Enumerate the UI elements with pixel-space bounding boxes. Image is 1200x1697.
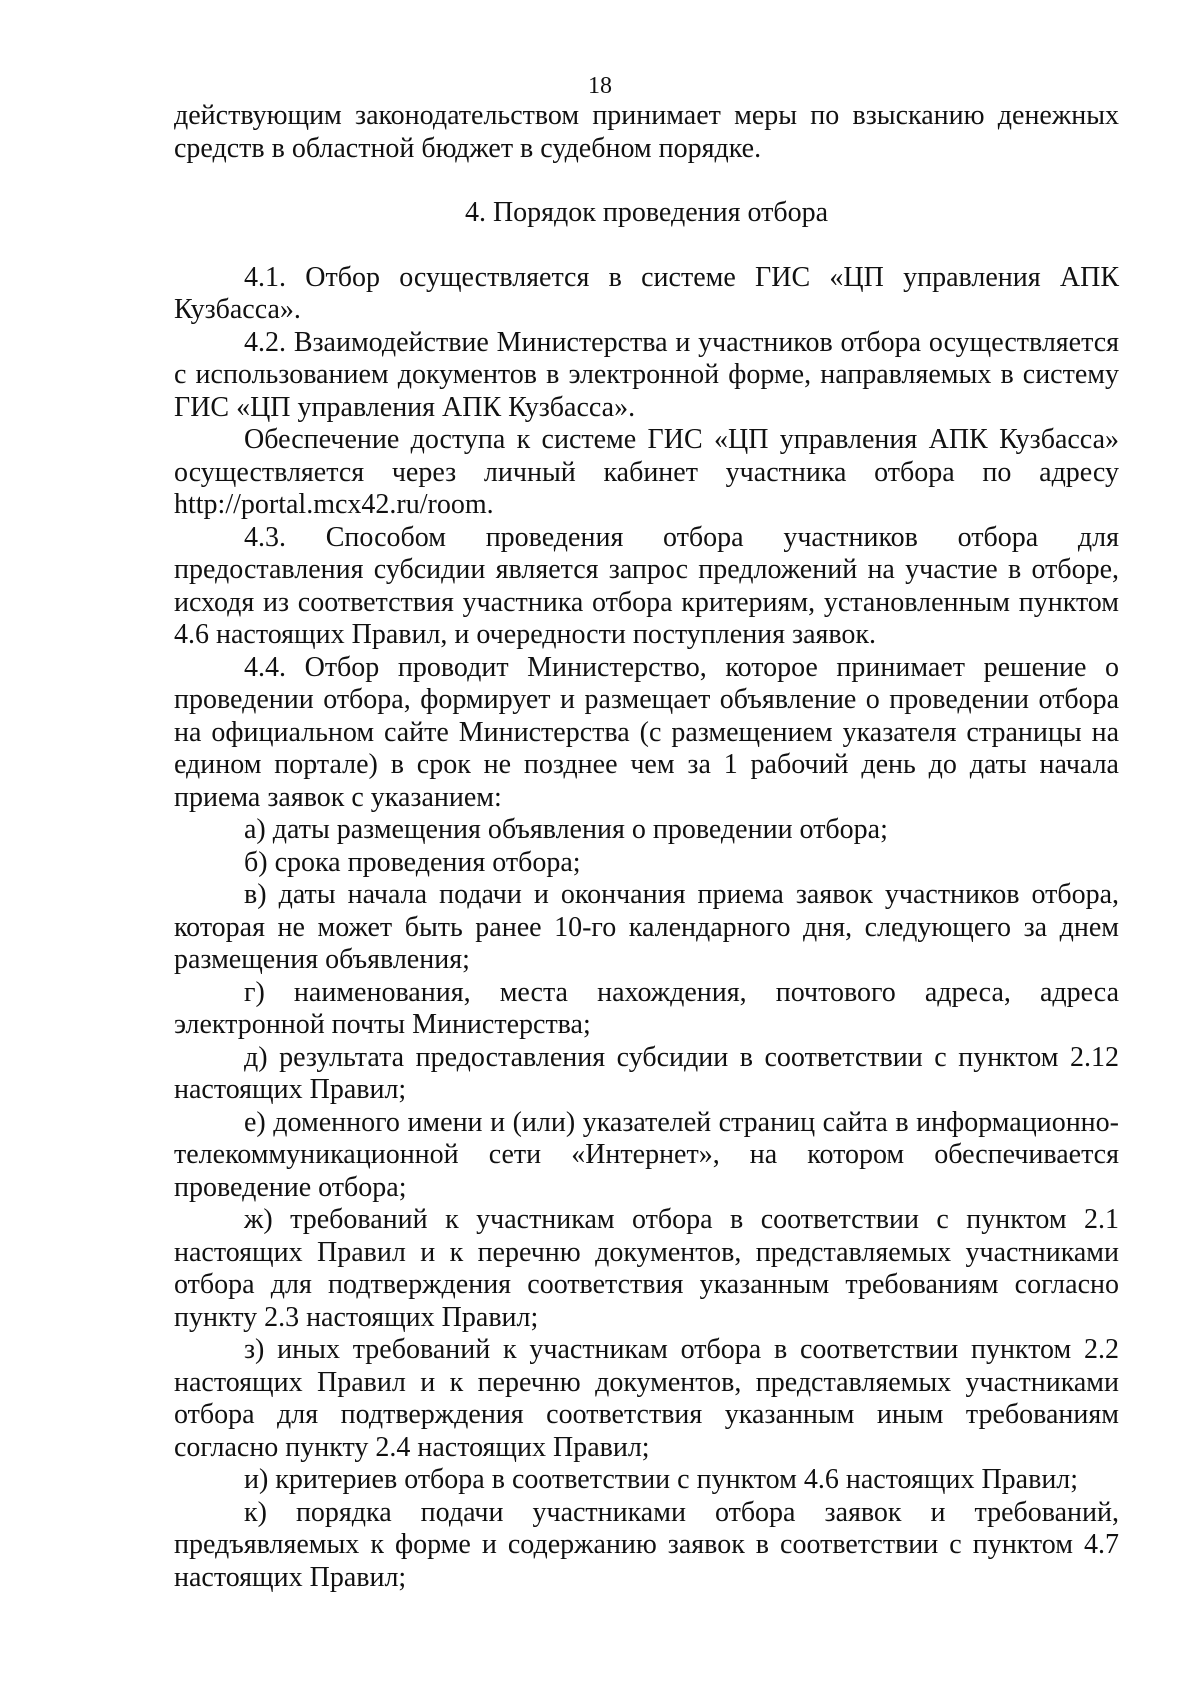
- list-item-b: б) срока проведения отбора;: [244, 846, 581, 878]
- paragraph-4-3: 4.3. Способом проведения отбора участников отбора для предоставления субсидии является запрос предложений на участие в отборе, исходя из соответствия участника отбора критериям, установленным пунктом 4.6 настоящих Правил, и очередности поступления заявок.: [174, 521, 1119, 650]
- document-body: [174, 100, 1119, 1594]
- continuation-paragraph: действующим законодательством принимает меры по взысканию денежных средств в областной бюджет в судебном порядке.: [174, 100, 1119, 164]
- page-number: 18: [588, 73, 612, 99]
- spacer: [174, 230, 1119, 262]
- paragraph-4-4: 4.4. Отбор проводит Министерство, которое принимает решение о проведении отбора, формирует и размещает объявление о проведении отбора на официальном сайте Министерства (с размещением указателя страницы на едином портале) в срок не позднее чем за 1 рабочий день до даты начала приема заявок с указанием:: [174, 651, 1119, 813]
- list-item-e: е) доменного имени и (или) указателей страниц сайта в информационно-телекоммуникационной сети «Интернет», на котором обеспечивается проведение отбора;: [174, 1106, 1119, 1203]
- spacer: [174, 165, 1119, 197]
- list-item-z: з) иных требований к участникам отбора в соответствии пунктом 2.2 настоящих Правил и к перечню документов, представляемых участниками отбора для подтверждения соответствия указанным иным требованиям согласно пункту 2.4 настоящих Правил;: [174, 1334, 1119, 1463]
- list-item-d: д) результата предоставления субсидии в соответствии с пунктом 2.12 настоящих Правил;: [174, 1041, 1119, 1105]
- paragraph-access: Обеспечение доступа к системе ГИС «ЦП управления АПК Кузбасса» осуществляется через личный кабинет участника отбора по адресу http://portal.mcx42.ru/room.: [174, 424, 1119, 520]
- list-item-v: в) даты начала подачи и окончания приема заявок участников отбора, которая не может быть ранее 10-го календарного дня, следующего за днем размещения объявления;: [174, 879, 1119, 975]
- paragraph-4-1: 4.1. Отбор осуществляется в системе ГИС «ЦП управления АПК Кузбасса».: [174, 261, 1119, 325]
- list-item-i: и) критериев отбора в соответствии с пунктом 4.6 настоящих Правил;: [244, 1464, 1079, 1495]
- list-item-a: а) даты размещения объявления о проведении отбора;: [244, 814, 888, 845]
- section-title: 4. Порядок проведения отбора: [464, 197, 829, 228]
- list-item-k: к) порядка подачи участниками отбора заявок и требований, предъявляемых к форме и содержанию заявок в соответствии с пунктом 4.7 настоящих Правил;: [174, 1496, 1119, 1593]
- list-item-zh: ж) требований к участникам отбора в соответствии с пунктом 2.1 настоящих Правил и к перечню документов, представляемых участниками отбора для подтверждения соответствия указанным требованиям согласно пункту 2.3 настоящих Правил;: [174, 1204, 1119, 1333]
- paragraph-4-2: 4.2. Взаимодействие Министерства и участников отбора осуществляется с использованием документов в электронной форме, направляемых в систему ГИС «ЦП управления АПК Кузбасса».: [174, 326, 1119, 423]
- list-item-g: г) наименования, места нахождения, почтового адреса, адреса электронной почты Министерства;: [174, 976, 1119, 1040]
